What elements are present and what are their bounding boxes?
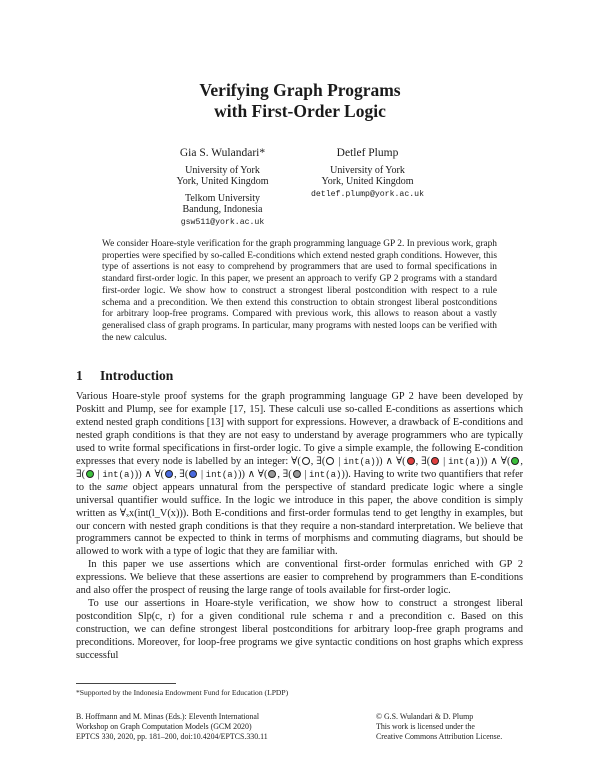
author-affiliation: York, United Kingdom xyxy=(321,176,414,187)
author-name: Detlef Plump xyxy=(336,147,399,159)
blue-node-icon xyxy=(165,470,173,478)
green-node-icon xyxy=(511,457,519,465)
formula: ∀ₓx(int(l_V(x))). xyxy=(119,507,189,519)
author-affiliation: York, United Kingdom xyxy=(176,176,269,187)
license-link[interactable]: Creative Commons Attribution License. xyxy=(376,732,503,741)
section-heading xyxy=(76,368,173,384)
paragraph-2: In this paper we use assertions which are conventional first-order formulas enriched with GP 2 expressions. We believe that these assertions are easier to comprehend by programmers than E-conditions and also offer the prospect of reusing the large range of tools available for first-order logic. xyxy=(76,559,523,597)
author-affiliation: University of York xyxy=(185,164,260,176)
title-line-1: Verifying Graph Programs xyxy=(199,80,401,100)
footnote-divider xyxy=(76,683,176,684)
node-icon xyxy=(302,457,310,465)
author-name: Gia S. Wulandari* xyxy=(179,147,266,159)
grey-node-icon xyxy=(293,470,301,478)
title-line-2: with First-Order Logic xyxy=(214,101,386,121)
paragraph-3: To use our assertions in Hoare-style verification, we show how to construct a strongest liberal postcondition Slp(c, r) for a given conditional rule schema r and a precondition c. Based on this construction, we can define strongest liberal postconditions for arbitrary loop-free graph programs and preconditions. Moreover, for loop-free programs we give syntactic conditions on host graphs which express successful xyxy=(76,598,523,662)
section-number: 1 xyxy=(76,368,83,383)
author-affiliation: Telkom University xyxy=(184,192,261,204)
red-node-icon xyxy=(407,457,415,465)
author-affiliation: Bandung, Indonesia xyxy=(182,204,263,215)
doi-link[interactable]: EPTCS 330, 2020, pp. 181–200, doi:10.4204/EPTCS.330.11 xyxy=(76,732,268,741)
abstract: We consider Hoare-style verification for the graph programming language GP 2. In previous work, graph properties were specified by so-called E-conditions which extend nested graph conditions. However, this type of assertions is not easy to comprehend by programmers that are used to formal specifications in standard first-order logic. In this paper, we present an approach to verify GP 2 programs with a standard first-order logic. We show how to construct a strongest liberal postcondition with respect to a rule schema and a precondition. We then extend this construction to obtain strongest liberal postconditions for arbitrary loop-free programs. Compared with previous work, this allows to reason about a vastly generalised class of graph programs. In particular, many programs with nested loops can be verified with the new calculus. xyxy=(102,239,497,343)
footnote: *Supported by the Indonesia Endowment Fund for Education (LPDP) xyxy=(76,688,289,697)
author-affiliation: University of York xyxy=(330,164,405,176)
author-email[interactable]: detlef.plump@york.ac.uk xyxy=(310,189,424,199)
author-email[interactable]: gsw511@york.ac.uk xyxy=(180,217,265,227)
footer-left: B. Hoffmann and M. Minas (Eds.): Eleventh International Workshop on Graph Computation Models (GCM 2020) EPTCS 330, 2020, pp. 181–200, doi:10.4204/EPTCS.330.11 xyxy=(76,712,268,741)
grey-node-icon xyxy=(268,470,276,478)
red-node-icon xyxy=(431,457,439,465)
author-1 xyxy=(150,148,295,228)
green-node-icon xyxy=(86,470,94,478)
author-2 xyxy=(295,148,440,200)
paragraph-1: Various Hoare-style proof systems for the graph programming language GP 2 have been developed by Poskitt and Plump, see for example [17, 15]. These calculi use so-called E-conditions as assertions which extend nested graph conditions [13] with support for expressions. However, a drawback of E-conditions and nested graph conditions is that they are not easy to understand by average programmers who are typically used to write formal specifications in first-order logic. To give a simple example, the following E-condition expresses that every node is labelled by an integer: ∀( , ∃( | int(a))) ∧ ∀( , ∃( | int(a))) ∧ ∀( , ∃( | int(a))) ∧ ∀( , ∃( | int(a))) ∧ ∀( , ∃( | int(a))). Having to write two quantifiers that refer to the same object appears unnatural from the perspective of standard predicate logic where a single universal quantifier would suffice. In the logic we introduce in this paper, the above condition is simply written as ∀ₓx(int(l_V(x))). Both E-conditions and first-order formulas tend to get lengthy in examples, but our concern with nested graph conditions is that they require a non-standard interpretation. We believe that programmers cannot be expected to think in terms of morphisms and commuting diagrams, but should be allowed to work with a type of logic that they are familiar with. xyxy=(76,391,524,558)
blue-node-icon xyxy=(189,470,197,478)
body-text xyxy=(76,391,523,663)
paper-title xyxy=(0,80,600,122)
node-icon xyxy=(326,457,334,465)
section-title: Introduction xyxy=(100,368,174,383)
footer-right: © G.S. Wulandari & D. Plump This work is licensed under the Creative Commons Attribution License. xyxy=(376,712,503,741)
